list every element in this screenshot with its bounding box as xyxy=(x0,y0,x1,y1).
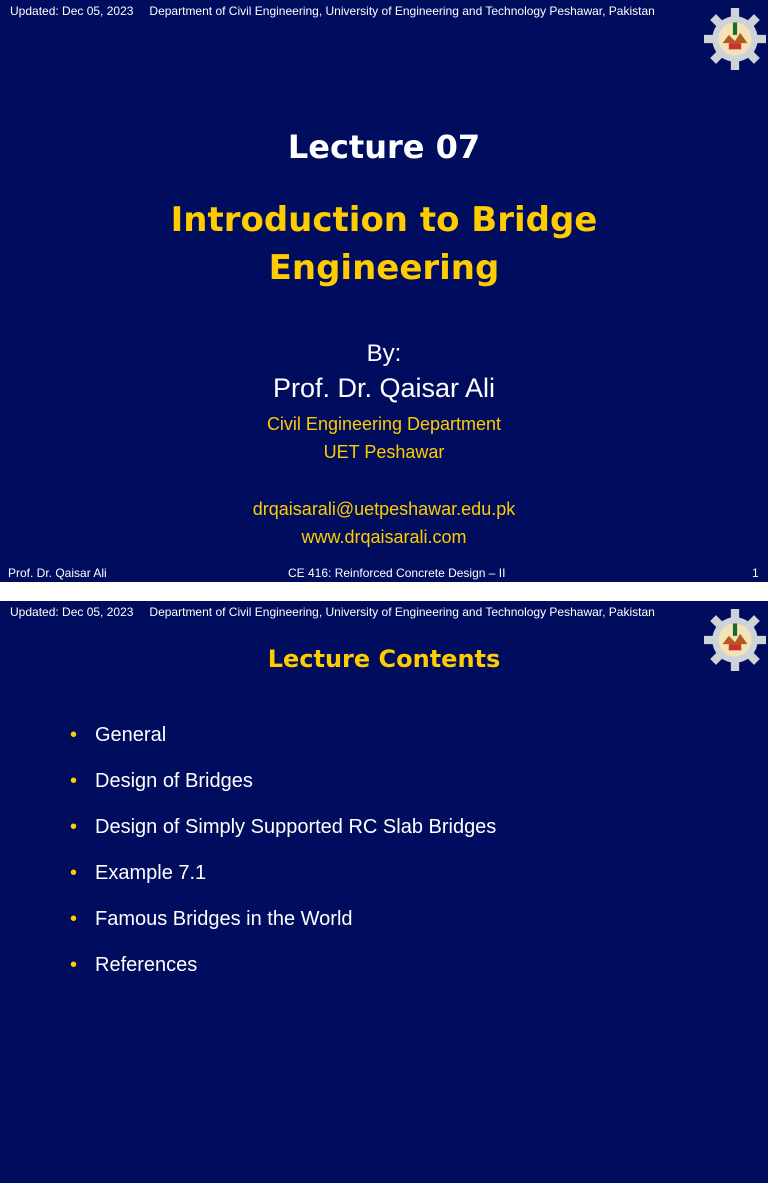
list-item xyxy=(70,721,496,767)
slide-header xyxy=(10,605,655,619)
bullet-icon: • xyxy=(70,862,78,884)
author-university: UET Peshawar xyxy=(323,442,445,462)
lecture-title-line1: Introduction to Bridge xyxy=(170,200,598,240)
bullet-icon: • xyxy=(70,724,78,746)
bullet-icon: • xyxy=(70,908,78,930)
list-item xyxy=(70,813,496,859)
contents-list xyxy=(70,721,496,997)
slide-header xyxy=(10,4,655,18)
list-item-label: General xyxy=(95,724,167,746)
department-banner: Department of Civil Engineering, University of Engineering and Technology Peshawar, Pakistan xyxy=(149,605,655,619)
list-item xyxy=(70,859,496,905)
list-item xyxy=(70,951,496,997)
footer-page-number: 1 xyxy=(752,566,759,580)
slide-title xyxy=(0,0,768,582)
by-label: By: xyxy=(366,340,402,367)
list-item-label: Famous Bridges in the World xyxy=(95,908,353,930)
list-item xyxy=(70,905,496,951)
footer-author: Prof. Dr. Qaisar Ali xyxy=(8,566,107,580)
department-banner: Department of Civil Engineering, University of Engineering and Technology Peshawar, Pakistan xyxy=(149,4,655,18)
author-email[interactable]: drqaisarali@uetpeshawar.edu.pk xyxy=(252,499,516,519)
list-item xyxy=(70,767,496,813)
bullet-icon: • xyxy=(70,954,78,976)
author-department: Civil Engineering Department xyxy=(266,414,502,434)
list-item-label: Example 7.1 xyxy=(95,862,207,884)
author-name: Prof. Dr. Qaisar Ali xyxy=(272,373,496,403)
bullet-icon: • xyxy=(70,770,78,792)
contents-title: Lecture Contents xyxy=(267,645,501,673)
list-item-label: Design of Bridges xyxy=(95,770,253,792)
updated-date: Updated: Dec 05, 2023 xyxy=(10,4,134,18)
list-item-label: Design of Simply Supported RC Slab Bridges xyxy=(95,816,497,838)
footer-course: CE 416: Reinforced Concrete Design – II xyxy=(288,566,506,580)
author-website[interactable]: www.drqaisarali.com xyxy=(301,527,467,547)
bullet-icon: • xyxy=(70,816,78,838)
list-item-label: References xyxy=(95,954,198,976)
updated-date: Updated: Dec 05, 2023 xyxy=(10,605,134,619)
lecture-number: Lecture 07 xyxy=(287,128,481,166)
lecture-title-line2: Engineering xyxy=(268,248,500,288)
uet-logo-icon xyxy=(704,8,766,70)
slide-contents xyxy=(0,601,768,1183)
